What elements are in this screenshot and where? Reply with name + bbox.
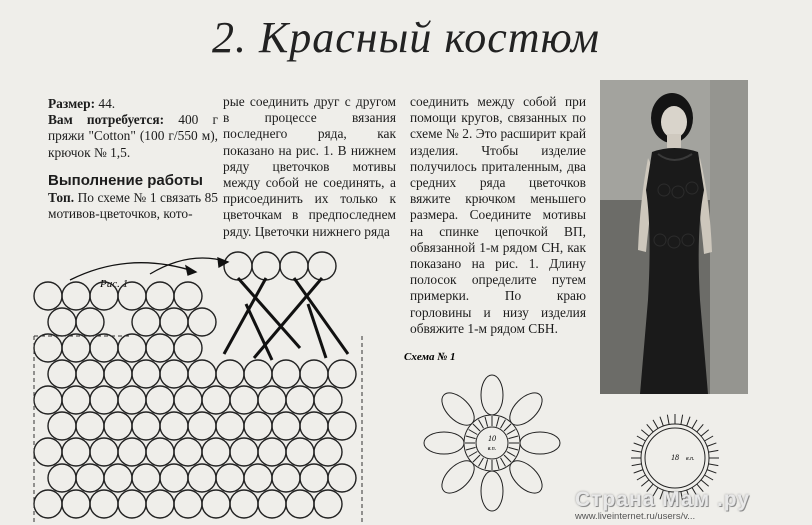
chain-lines xyxy=(224,278,348,360)
motif xyxy=(118,386,146,414)
motif xyxy=(244,360,272,388)
motif xyxy=(62,438,90,466)
motif xyxy=(146,282,174,310)
watermark-url: www.liveinternet.ru/users/v... xyxy=(575,511,696,522)
stitch-mark xyxy=(469,430,478,435)
motif xyxy=(34,438,62,466)
motif-top xyxy=(252,252,280,280)
stitch-mark xyxy=(641,430,649,436)
stitch-mark xyxy=(692,420,697,429)
motif-circles xyxy=(34,252,356,518)
motif xyxy=(328,360,356,388)
stitch-mark xyxy=(637,436,646,441)
stitch-mark xyxy=(479,420,484,429)
section-heading: Выполнение работы xyxy=(48,171,203,189)
motif xyxy=(118,438,146,466)
motif xyxy=(202,386,230,414)
stitch-mark xyxy=(508,436,518,439)
motif xyxy=(188,308,216,336)
motif xyxy=(48,412,76,440)
motif xyxy=(202,490,230,518)
need-value: 400 г пряжи "Cotton" (100 г/550 м), крючок № 1,5. xyxy=(48,112,219,160)
motif xyxy=(286,490,314,518)
stitch-mark xyxy=(641,480,649,486)
motif xyxy=(230,490,258,518)
motif xyxy=(202,438,230,466)
motif xyxy=(188,412,216,440)
petal xyxy=(424,432,464,454)
motif xyxy=(48,308,76,336)
stitch-mark xyxy=(660,417,663,426)
motif xyxy=(90,438,118,466)
motif xyxy=(314,386,342,414)
motif xyxy=(118,282,146,310)
stitch-mark xyxy=(485,417,488,427)
motif xyxy=(146,386,174,414)
motif xyxy=(90,386,118,414)
stitch-mark xyxy=(634,470,643,473)
motif xyxy=(90,490,118,518)
motif xyxy=(300,412,328,440)
motif xyxy=(34,490,62,518)
motif xyxy=(62,490,90,518)
motif xyxy=(34,386,62,414)
instructions-text-3: соединить между собой при помощи кругов, связанных по схеме № 2. Это расширит край изделия. Чтобы изделие получилось приталенным, два средних ряда цветочков вяжите крючком меньшего размера. Соедините мотивы на спинке цепочкой ВП, обвязанной 1-м рядом СН, как показано на рис. 1. Длину полосок определите путем примерки. По краю горловины и низу изделия обвяжите 1-м рядом СБН. xyxy=(410,94,586,336)
petal xyxy=(481,471,503,511)
stitch-mark xyxy=(501,458,506,467)
motif xyxy=(76,308,104,336)
stitch-mark xyxy=(707,470,716,473)
figure-1-diagram xyxy=(0,240,400,525)
motif xyxy=(174,386,202,414)
column-instructions-2 xyxy=(223,94,396,240)
schema-2-center-num: 18 xyxy=(671,453,679,462)
motif xyxy=(146,438,174,466)
stitch-mark xyxy=(504,424,511,431)
stitch-mark xyxy=(681,415,683,425)
stitch-mark xyxy=(496,459,499,469)
motif xyxy=(76,412,104,440)
motif xyxy=(314,438,342,466)
motif xyxy=(62,334,90,362)
schema-1-flower xyxy=(424,375,560,511)
stitch-mark xyxy=(634,443,643,446)
motif xyxy=(76,464,104,492)
motif xyxy=(188,464,216,492)
motif xyxy=(104,360,132,388)
motif xyxy=(34,334,62,362)
stitch-mark xyxy=(508,447,518,450)
motif xyxy=(258,386,286,414)
motif xyxy=(188,360,216,388)
stitch-mark xyxy=(653,420,658,429)
motif xyxy=(34,282,62,310)
stitch-mark xyxy=(507,452,516,457)
motif-top xyxy=(280,252,308,280)
stitch-mark xyxy=(501,420,506,429)
stitch-mark xyxy=(632,450,642,452)
edge-lines xyxy=(34,336,362,525)
schema-1-center-num: 10 xyxy=(488,434,496,443)
top-label: Топ. xyxy=(48,190,75,206)
top-text: По схеме № 1 связать 85 мотивов-цветочков, кото- xyxy=(48,190,218,222)
motif xyxy=(244,464,272,492)
motif xyxy=(104,464,132,492)
size-label: Размер: xyxy=(48,96,96,111)
stitch-mark xyxy=(466,447,476,450)
stitch-mark xyxy=(704,475,713,480)
stitch-mark xyxy=(708,464,718,466)
stitch-mark xyxy=(504,455,511,462)
motif xyxy=(272,464,300,492)
motif xyxy=(216,360,244,388)
size-value: 44. xyxy=(95,96,116,111)
motif xyxy=(286,386,314,414)
petal xyxy=(481,375,503,415)
motif xyxy=(258,490,286,518)
stitch-mark xyxy=(469,452,478,457)
motif xyxy=(216,412,244,440)
motif xyxy=(90,334,118,362)
stitch-mark xyxy=(496,417,499,427)
schema-1-center-unit: в.п. xyxy=(487,446,497,452)
motif xyxy=(272,412,300,440)
stitch-mark xyxy=(473,424,480,431)
motif xyxy=(48,360,76,388)
motif xyxy=(132,360,160,388)
stitch-mark xyxy=(704,436,713,441)
stitch-mark xyxy=(637,475,646,480)
motif xyxy=(48,464,76,492)
stitch-mark xyxy=(707,443,716,446)
petal xyxy=(520,432,560,454)
motif xyxy=(244,412,272,440)
motif xyxy=(76,360,104,388)
motif-top xyxy=(224,252,252,280)
stitch-mark xyxy=(466,436,476,439)
motif xyxy=(160,360,188,388)
page-title: 2. Красный костюм xyxy=(211,13,600,62)
figure-1-label: Рис. 1 xyxy=(100,278,129,290)
motif xyxy=(146,334,174,362)
stitch-mark xyxy=(708,450,718,452)
watermark-logo: Страна Мам .ру xyxy=(575,488,751,511)
stitch-mark xyxy=(479,458,484,467)
motif xyxy=(146,490,174,518)
motif xyxy=(132,464,160,492)
motif xyxy=(62,282,90,310)
motif xyxy=(118,490,146,518)
stitch-mark xyxy=(667,415,669,425)
motif xyxy=(132,412,160,440)
motif xyxy=(174,438,202,466)
stitch-mark xyxy=(701,480,709,486)
motif xyxy=(174,282,202,310)
motif xyxy=(328,412,356,440)
stitch-mark xyxy=(507,430,516,435)
motif xyxy=(272,360,300,388)
motif xyxy=(160,464,188,492)
connector-arrows xyxy=(70,258,228,280)
need-label: Вам потребуется: xyxy=(48,112,165,128)
motif xyxy=(62,386,90,414)
motif xyxy=(258,438,286,466)
stitch-mark xyxy=(701,430,709,436)
stitch-mark xyxy=(485,459,488,469)
motif xyxy=(328,464,356,492)
stitch-mark xyxy=(687,417,690,426)
motif xyxy=(174,334,202,362)
schema-2-center-unit: в.п. xyxy=(686,456,695,462)
model-photo xyxy=(600,80,748,394)
stitch-mark xyxy=(473,455,480,462)
motif xyxy=(230,386,258,414)
motif xyxy=(104,412,132,440)
motif xyxy=(230,438,258,466)
motif xyxy=(118,334,146,362)
motif xyxy=(286,438,314,466)
motif xyxy=(160,308,188,336)
schema-1-label: Схема № 1 xyxy=(404,351,456,363)
motif xyxy=(160,412,188,440)
column-instructions-3 xyxy=(410,94,586,337)
column-materials xyxy=(48,96,218,222)
motif-top xyxy=(308,252,336,280)
motif xyxy=(216,464,244,492)
stitch-mark xyxy=(647,424,653,432)
instructions-text-2: рые соединить друг с другом в процессе вязания последнего ряда, как показано на рис. 1. В нижнем ряду цветочков мотивы между собой не соединять, а присоединить их только к цветочкам в предпоследнем ряду. Цветочки нижнего ряда xyxy=(223,94,396,239)
motif xyxy=(132,308,160,336)
stitch-mark xyxy=(697,424,703,432)
motif xyxy=(314,490,342,518)
motif xyxy=(174,490,202,518)
motif xyxy=(300,464,328,492)
motif xyxy=(300,360,328,388)
stitch-mark xyxy=(632,464,642,466)
